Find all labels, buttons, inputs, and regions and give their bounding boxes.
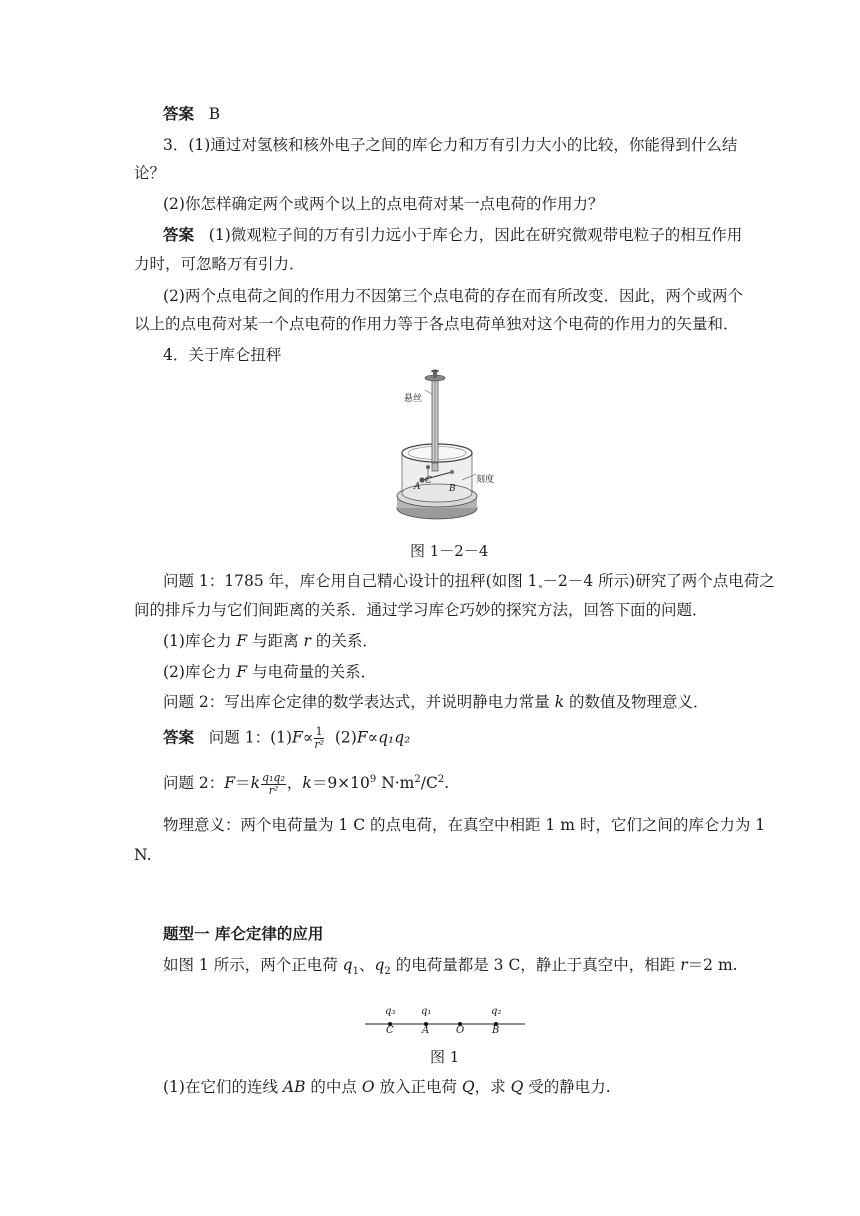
fig1-label-b: B xyxy=(492,1025,500,1036)
margin-mark xyxy=(539,585,542,588)
topic-1-sub-1: (1)在它们的连线 AB 的中点 O 放入正电荷 Q，求 Q 受的静电力. xyxy=(163,1078,611,1096)
fig1-label-q2: q₂ xyxy=(491,1006,502,1017)
figure-label-a: A xyxy=(414,482,421,492)
question-3-line-1: 3．(1)通过对氢核和核外电子之间的库仑力和万有引力大小的比较，你能得到什么结 xyxy=(163,136,738,154)
fig1-label-a: A xyxy=(422,1025,430,1036)
answer-line xyxy=(163,104,220,124)
question-4-title: 4．关于库仑扭秤 xyxy=(163,346,282,364)
fig1-label-q3: q₃ xyxy=(385,1006,396,1017)
problem-1-sub-2: (2)库仑力 F 与电荷量的关系． xyxy=(163,663,377,681)
answer-label: 答案 xyxy=(163,105,195,123)
question-3-line-2: 论？ xyxy=(134,164,166,182)
fraction-q1q2-over-r2: $\frac{\text{q₁q₂}}{\text{r²}}$ xyxy=(261,770,285,797)
answer-2-line-3: (2)两个点电荷之间的作用力不因第三个点电荷的存在而有所改变．因此，两个或两个 xyxy=(163,287,743,305)
problem-1-line-2: 间的排斥力与它们间距离的关系．通过学习库仑巧妙的探究方法，回答下面的问题． xyxy=(134,601,708,619)
answer-label: 答案 xyxy=(163,226,195,244)
answer-value: B xyxy=(208,105,221,123)
answer-4-line: 问题 2：F＝k $\frac{\text{q₁q₂}}{\text{r²}}$ ，$k=9\times 10^9$ $N\cdot m^2/C^2$. xyxy=(163,770,450,797)
answer-3-line: 答案 问题 1：(1)F∝ $\frac{1}{\text{r²}}$ (2)F∝q₁q₂ xyxy=(163,725,411,751)
answer-2-line-1: 答案 (1)微观粒子间的万有引力远小于库仑力，因此在研究微观带电粒子的相互作用 xyxy=(163,226,743,244)
problem-1-line-1: 问题 1：1785 年，库仑用自己精心设计的扭秤(如图 1 －2－4 所示)研究了两个点电荷之 xyxy=(163,572,775,590)
section-title: 题型一 库仑定律的应用 xyxy=(163,925,324,943)
answer-2-line-4: 以上的点电荷对某一个点电荷的作用力等于各点电荷单独对这个电荷的作用力的矢量和． xyxy=(134,315,739,333)
problem-2: 问题 2：写出库仑定律的数学表达式，并说明静电力常量 k 的数值及物理意义． xyxy=(163,693,709,711)
answer-label: 答案 xyxy=(163,728,195,747)
answer-2-line-2: 力时，可忽略万有引力． xyxy=(134,255,305,273)
figure-label-wire: 悬丝 xyxy=(404,394,423,404)
meaning-line-2: N. xyxy=(134,846,152,864)
figure-label-scale: 刻度 xyxy=(476,475,495,485)
figure-label-c: C xyxy=(425,476,432,486)
figure-1-caption: 图 1 xyxy=(430,1048,460,1066)
figure-label-b: B xyxy=(449,484,456,494)
fig1-label-o: O xyxy=(456,1025,465,1036)
topic-1-statement: 如图 1 所示，两个正电荷 $q_1$、$q_2$ 的电荷量都是 3 C，静止于真空中，相距 r＝2 m. xyxy=(163,956,738,978)
fraction-1-over-r2: $\frac{1}{\text{r²}}$ xyxy=(314,725,324,751)
fig1-label-q1: q₁ xyxy=(421,1006,432,1017)
figure-caption: 图 1－2－4 xyxy=(410,542,489,560)
meaning-line-1: 物理意义：两个电荷量为 1 C 的点电荷，在真空中相距 1 m 时，它们之间的库仑力为 1 xyxy=(163,816,766,834)
fig1-label-c: C xyxy=(386,1025,394,1036)
problem-1-sub-1: (1)库仑力 F 与距离 r 的关系． xyxy=(163,632,378,650)
question-3-line-3: (2)你怎样确定两个或两个以上的点电荷对某一点电荷的作用力？ xyxy=(163,195,604,213)
